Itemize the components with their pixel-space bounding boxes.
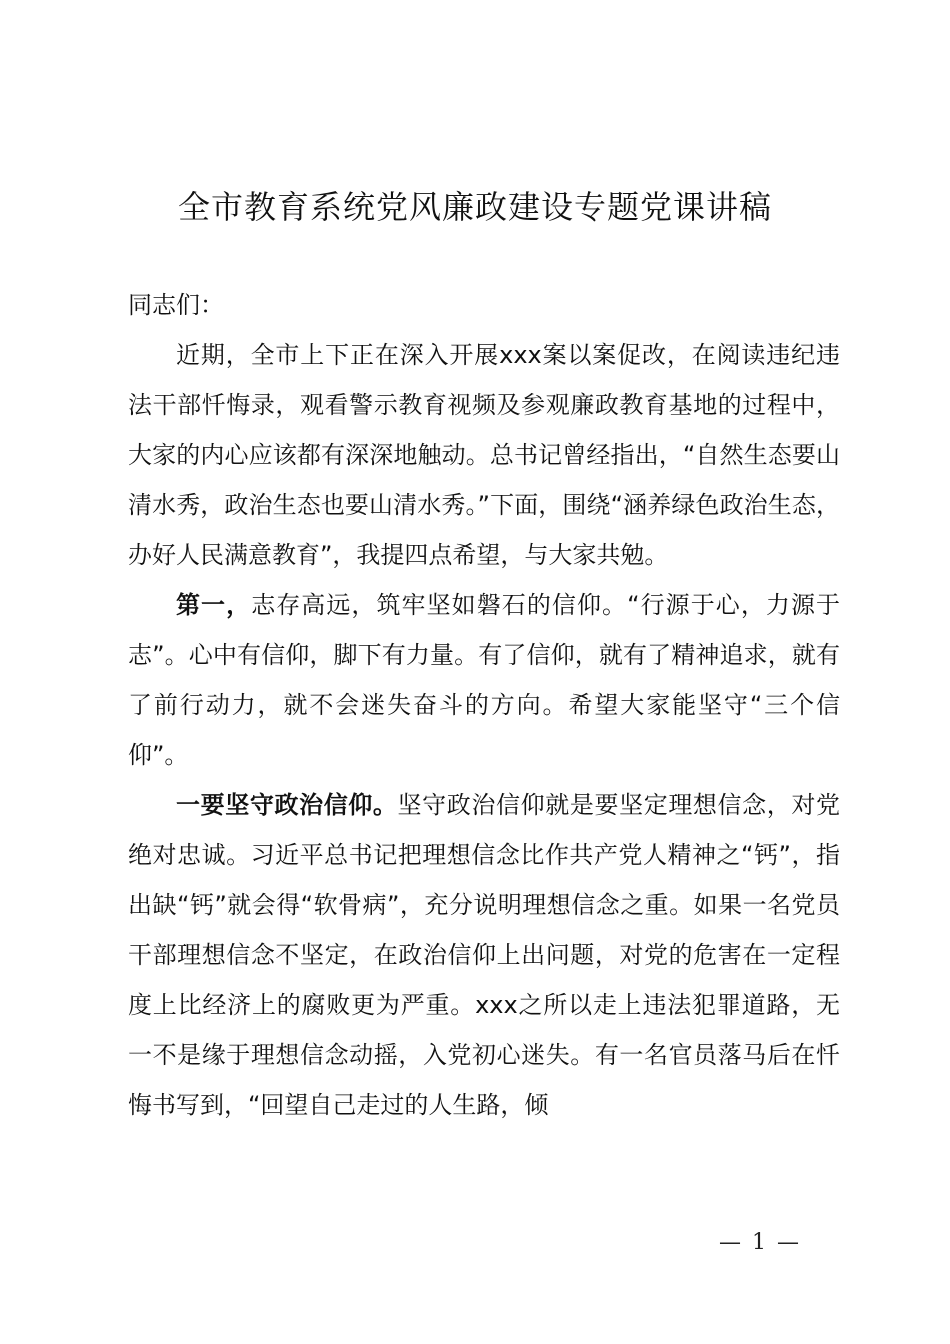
paragraph-text: 坚守政治信仰就是要坚定理想信念，对党绝对忠诚。习近平总书记把理想信念比作共产党人精神之“钙”，指出缺“钙”就会得“软骨病”，充分说明理想信念之重。如果一名党员干部理想信念不坚定，在政治信仰上出问题，对党的危害在一定程度上比经济上的腐败更为严重。xxx之所以走上违法犯罪道路，无一不是缘于理想信念动摇，入党初心迷失。有一名官员落马后在忏悔书写到，“回望自己走过的人生路，倾	[128, 791, 841, 1119]
document-body	[128, 280, 840, 1130]
paragraph-lead-bold: 一要坚守政治信仰。	[176, 791, 398, 819]
page-number: — 1 —	[719, 1230, 801, 1255]
paragraph-intro	[128, 330, 840, 580]
salutation: 同志们：	[128, 291, 224, 319]
paragraph-text: 近期，全市上下正在深入开展xxx案以案促改，在阅读违纪违法干部忏悔录，观看警示教育视频及参观廉政教育基地的过程中，大家的内心应该都有深深地触动。总书记曾经指出，“自然生态要山清水秀，政治生态也要山清水秀。”下面，围绕“涵养绿色政治生态，办好人民满意教育”，我提四点希望，与大家共勉。	[128, 341, 840, 569]
paragraph-lead-bold: 第一，	[176, 591, 252, 619]
paragraph-first-point	[128, 580, 840, 780]
document-title: 全市教育系统党风廉政建设专题党课讲稿	[177, 188, 772, 226]
paragraph-text: 志存高远，筑牢坚如磐石的信仰。“行源于心，力源于志”。心中有信仰，脚下有力量。有了信仰，就有了精神追求，就有了前行动力，就不会迷失奋斗的方向。希望大家能坚守“三个信仰”。	[128, 591, 841, 769]
paragraph-political-faith	[128, 780, 840, 1130]
